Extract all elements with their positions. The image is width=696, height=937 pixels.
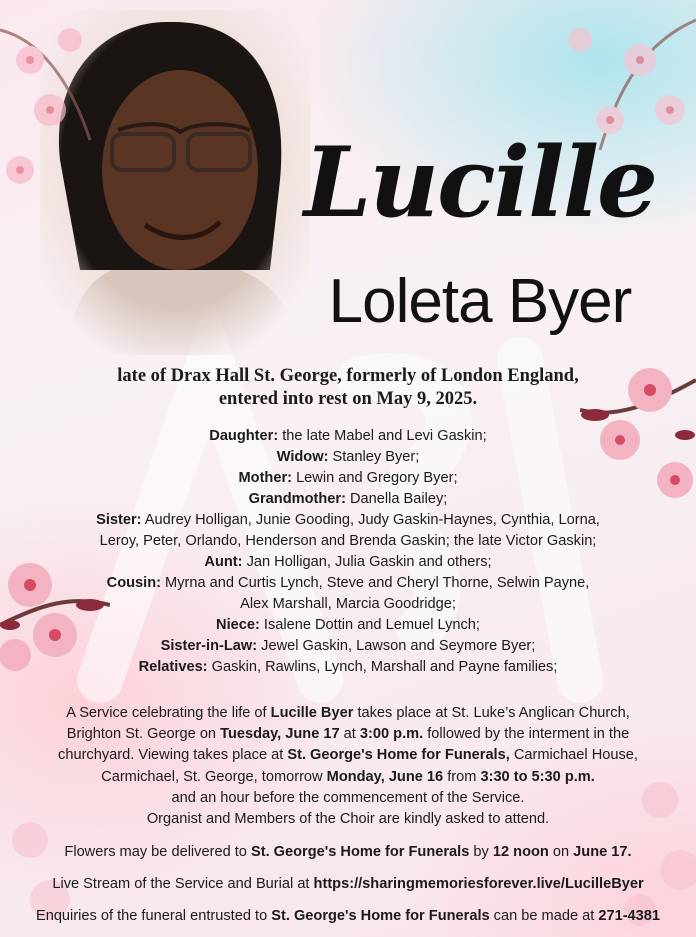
- full-name-heading: Loleta Byer: [328, 267, 632, 336]
- intro-text: [60, 365, 636, 411]
- relation-line: [50, 573, 646, 594]
- viewing-date: Monday, June 16: [326, 768, 444, 785]
- note-text: can be made at: [489, 908, 599, 924]
- first-name-script: Lucille: [303, 126, 657, 239]
- relation-line: [50, 531, 646, 552]
- relation-label: Sister:: [96, 512, 142, 528]
- intro-line-2: entered into rest on May 9, 2025.: [218, 389, 478, 409]
- relation-text: Jewel Gaskin, Lawson and Seymore Byer;: [257, 638, 536, 654]
- relation-line: [50, 468, 646, 489]
- relation-label: Daughter:: [209, 428, 279, 444]
- service-text: Carmichael, St. George, tomorrow: [101, 768, 327, 785]
- relation-text: Jan Holligan, Julia Gaskin and others;: [242, 554, 492, 570]
- service-text: at: [339, 726, 360, 743]
- relation-text: Leroy, Peter, Orlando, Henderson and Brenda Gaskin; the late Victor Gaskin;: [99, 533, 597, 549]
- note-text: on: [548, 844, 574, 860]
- service-text: Carmichael House,: [509, 747, 638, 764]
- service-line: Organist and Members of the Choir are kindly asked to attend.: [146, 811, 550, 828]
- relation-line: [50, 615, 646, 636]
- live-stream-link[interactable]: https://sharingmemoriesforever.live/LucilleByer: [313, 876, 644, 892]
- relation-text: Gaskin, Rawlins, Lynch, Marshall and Payne families;: [207, 659, 558, 675]
- service-text: A Service celebrating the life of: [66, 705, 271, 721]
- service-date: Tuesday, June 17: [220, 726, 340, 743]
- relation-label: Cousin:: [106, 575, 161, 591]
- relation-line: [50, 447, 646, 468]
- live-stream-note: [20, 874, 676, 894]
- relation-line: [50, 636, 646, 657]
- funeral-home-name: St. George's Home for Funerals: [250, 844, 470, 860]
- family-relations-list: [50, 426, 646, 678]
- flowers-note: [20, 842, 676, 862]
- relation-line: [50, 594, 646, 615]
- relation-line: [50, 426, 646, 447]
- service-text: Brighton St. George on: [66, 726, 221, 743]
- relation-label: Niece:: [216, 617, 260, 633]
- service-line: [30, 724, 666, 745]
- relation-label: Widow:: [276, 449, 329, 465]
- note-text: Flowers may be delivered to: [64, 844, 251, 860]
- relation-label: Mother:: [238, 470, 293, 486]
- relation-line: [50, 510, 646, 531]
- flowers-time: 12 noon: [492, 844, 549, 860]
- service-line: and an hour before the commencement of the Service.: [171, 789, 525, 806]
- note-text: Enquiries of the funeral entrusted to: [35, 908, 272, 924]
- relation-label: Aunt:: [204, 554, 243, 570]
- service-line: [30, 767, 666, 788]
- service-line: [30, 745, 666, 766]
- relation-text: Lewin and Gregory Byer;: [292, 470, 458, 486]
- relation-label: Sister-in-Law:: [160, 638, 258, 654]
- relation-text: Isalene Dottin and Lemuel Lynch;: [259, 617, 480, 633]
- relation-text: Alex Marshall, Marcia Goodridge;: [240, 596, 456, 612]
- service-time: 3:00 p.m.: [359, 726, 424, 743]
- service-text: followed by the interment in the: [423, 726, 630, 743]
- relation-label: Relatives:: [138, 659, 208, 675]
- flowers-date: June 17.: [573, 844, 632, 860]
- relation-text: Audrey Holligan, Junie Gooding, Judy Gaskin-Haynes, Cynthia, Lorna,: [141, 512, 600, 528]
- relation-label: Grandmother:: [248, 491, 346, 507]
- relation-line: [50, 489, 646, 510]
- viewing-time: 3:30 to 5:30 p.m.: [480, 768, 595, 785]
- service-details: [30, 703, 666, 830]
- relation-text: Stanley Byer;: [328, 449, 420, 465]
- service-line: [30, 703, 666, 724]
- service-text: from: [443, 768, 481, 785]
- relation-text: Myrna and Curtis Lynch, Steve and Cheryl Thorne, Selwin Payne,: [161, 575, 590, 591]
- intro-line-1: late of Drax Hall St. George, formerly of London England,: [117, 366, 579, 386]
- funeral-home-name: St. George's Home for Funerals: [271, 908, 490, 924]
- enquiries-note: [20, 906, 676, 926]
- service-text: churchyard. Viewing takes place at: [58, 747, 288, 764]
- note-text: Live Stream of the Service and Burial at: [52, 876, 314, 892]
- phone-number: 271-4381: [598, 908, 661, 924]
- relation-text: the late Mabel and Levi Gaskin;: [278, 428, 487, 444]
- relation-text: Danella Bailey;: [345, 491, 448, 507]
- service-text: takes place at St. Luke’s Anglican Church,: [353, 705, 630, 721]
- cherry-blossom-topleft-decoration: [0, 0, 120, 240]
- relation-line: [50, 552, 646, 573]
- relation-line: [50, 657, 646, 678]
- deceased-name: Lucille Byer: [270, 705, 354, 721]
- funeral-home-name: St. George's Home for Funerals,: [287, 747, 510, 764]
- note-text: by: [469, 844, 493, 860]
